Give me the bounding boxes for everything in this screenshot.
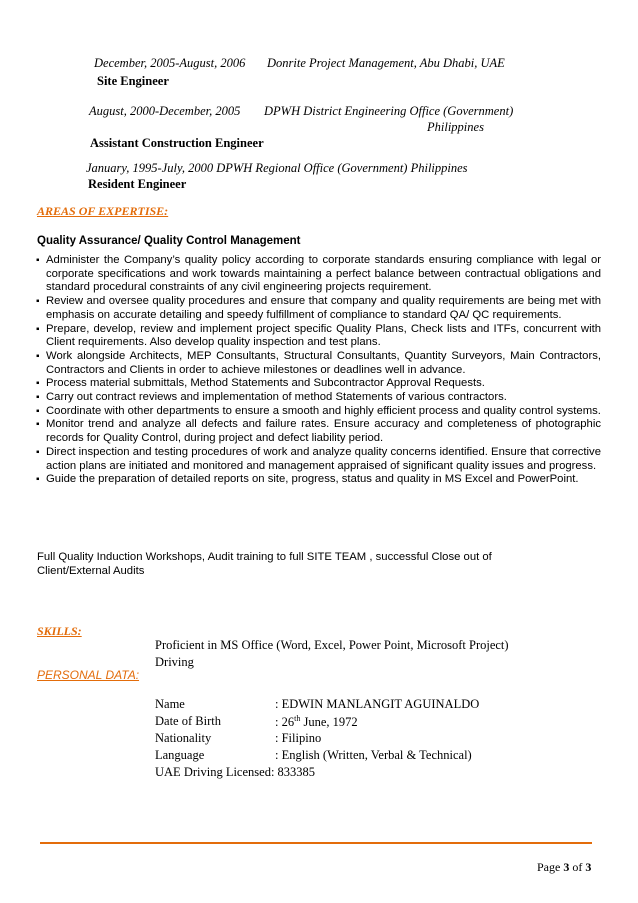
job-3-title: Resident Engineer — [88, 177, 187, 191]
expertise-closing-line-2: Client/External Audits — [37, 565, 145, 577]
job-2-employer: DPWH District Engineering Office (Government) — [264, 104, 514, 118]
nationality-label: Nationality — [155, 731, 212, 745]
list-item: ▪ Monitor trend and analyze all defects and failure rates. Ensure accuracy and completeness of photographic records for Quality Control, during project and defect liability period. — [36, 418, 601, 445]
skill-item: Driving — [155, 655, 194, 669]
dob-label: Date of Birth — [155, 714, 221, 728]
name-value: : EDWIN MANLANGIT AGUINALDO — [275, 697, 480, 711]
list-item: ▪ Carry out contract reviews and implementation of method Statements of various contractors. — [36, 391, 601, 405]
name-label: Name — [155, 697, 185, 711]
dob-value — [275, 714, 358, 730]
list-item: ▪ Work alongside Architects, MEP Consultants, Structural Consultants, Quantity Surveyors, Main Contractors, Contractors and Clients in order to achieve milestones or deadlines well in advance. — [36, 350, 601, 377]
job-2-dates: August, 2000-December, 2005 — [89, 104, 241, 118]
list-item: ▪ Prepare, develop, review and implement project specific Quality Plans, Check lists and ITFs, concurrent with Client requirements. Also develop quality inspection and test plans. — [36, 323, 601, 350]
dob-suffix: June, 1972 — [300, 715, 358, 730]
footer-divider — [40, 842, 592, 844]
page-of-word: of — [569, 860, 586, 874]
license-label: UAE Driving Licensed — [155, 765, 271, 779]
language-label: Language — [155, 748, 205, 762]
page-total: 3 — [585, 860, 592, 874]
list-item: ▪ Direct inspection and testing procedures of work and analyze quality concerns identified. Ensure that corrective action plans are initiated and monitored and management appraised of significant quality issues and progress. — [36, 446, 601, 473]
job-3-dates — [86, 161, 468, 176]
list-item: ▪ Administer the Company’s quality policy according to corporate standards ensuring compliance with legal or corporate specifications and work towards maintaining a perfect balance between contractual obligations and standard procedural constraints of any civil engineering projects requirement. — [36, 254, 601, 295]
page-number — [537, 860, 591, 875]
page-word: Page — [537, 860, 564, 874]
personal-data-heading: PERSONAL DATA: — [37, 668, 140, 682]
job-1-employer: Donrite Project Management, Abu Dhabi, UAE — [267, 56, 505, 70]
list-item: ▪ Process material submittals, Method Statements and Subcontractor Approval Requests. — [36, 377, 601, 391]
skills-heading: SKILLS: — [37, 624, 82, 638]
job-2-title: Assistant Construction Engineer — [90, 136, 264, 150]
dob-prefix: : 26 — [275, 715, 295, 730]
job-3-employer: DPWH Regional Office (Government) Philippines — [216, 161, 468, 175]
job-3-dates-text: January, 1995-July, 2000 — [86, 161, 214, 175]
job-2-employer-country: Philippines — [427, 120, 484, 134]
job-1-title: Site Engineer — [97, 74, 169, 88]
dob-ordinal: th — [294, 714, 301, 723]
language-value: : English (Written, Verbal & Technical) — [275, 748, 472, 762]
list-item: ▪ Coordinate with other departments to ensure a smooth and highly efficient process and quality control systems. — [36, 405, 601, 419]
list-item: ▪ Review and oversee quality procedures and ensure that company and quality requirements are being met with emphasis on accurate detailing and speedy fulfillment of compliance to standard QA/ QC requirements. — [36, 295, 601, 322]
expertise-heading: AREAS OF EXPERTISE: — [37, 204, 169, 218]
nationality-value: : Filipino — [275, 731, 322, 745]
expertise-closing-line-1: Full Quality Induction Workshops, Audit training to full SITE TEAM , successful Close out of — [37, 551, 492, 563]
job-1-dates: December, 2005-August, 2006 — [94, 56, 246, 70]
expertise-bullet-list — [36, 254, 601, 487]
expertise-subheading: Quality Assurance/ Quality Control Management — [37, 235, 301, 247]
license-row — [155, 765, 315, 780]
list-item: ▪ Guide the preparation of detailed reports on site, progress, status and quality in MS Excel and PowerPoint. — [36, 473, 601, 487]
page-current: 3 — [563, 860, 570, 874]
skill-item: Proficient in MS Office (Word, Excel, Power Point, Microsoft Project) — [155, 638, 509, 652]
license-value: : 833385 — [270, 765, 316, 779]
